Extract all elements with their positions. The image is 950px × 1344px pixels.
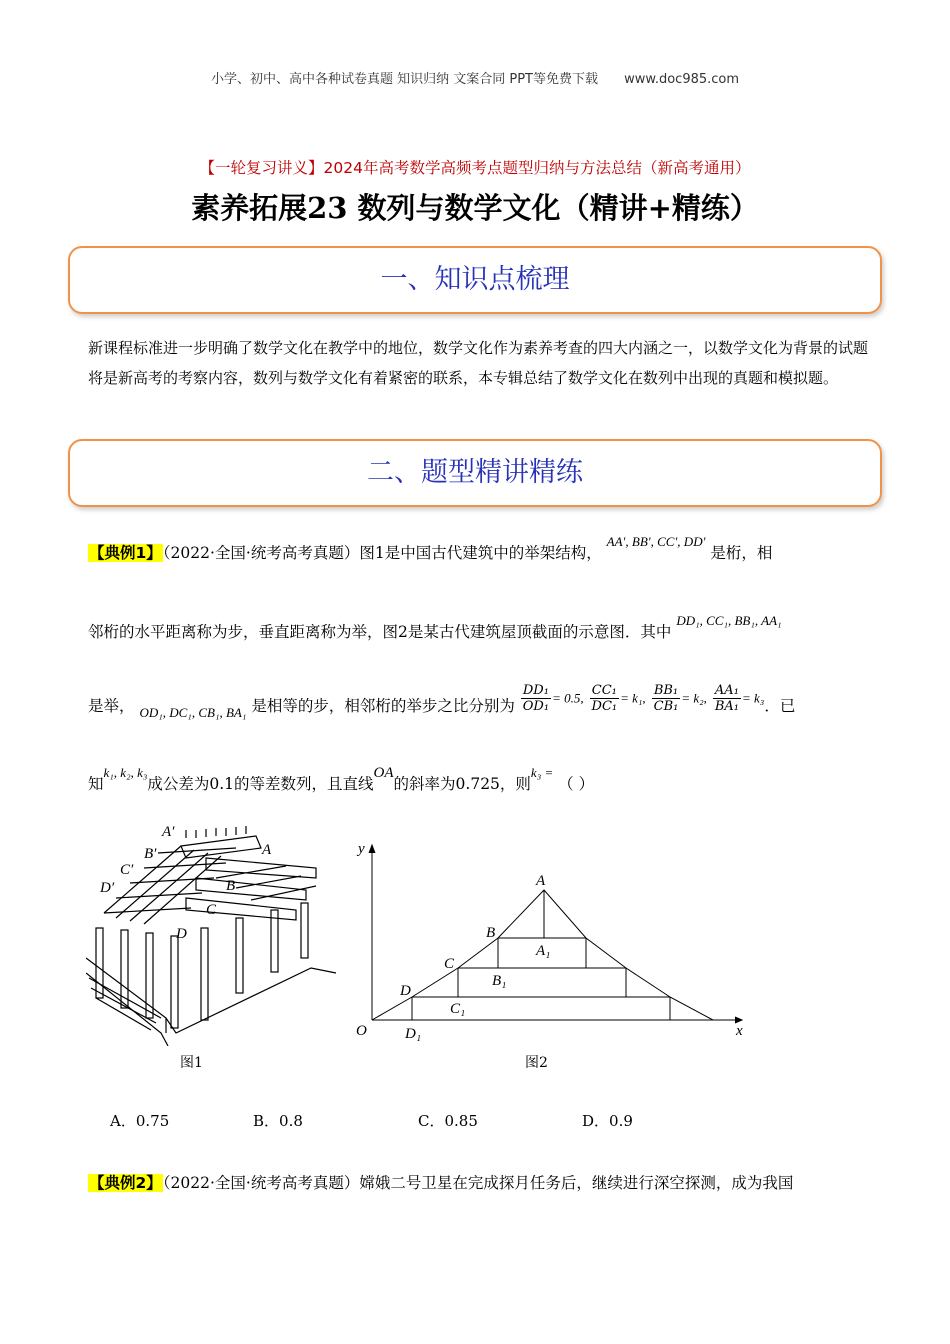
example1-line3 (88, 683, 878, 720)
fig2-label-d: D (400, 983, 411, 999)
fig1-label-b: B (226, 878, 236, 894)
header-text: 小学、初中、高中各种试卷真题 知识归纳 文案合同 PPT等免费下载 (210, 72, 598, 87)
example1-line1 (88, 534, 878, 563)
ratio-4: $\frac{\text{AA₁}}{\text{BA₁}}$ (714, 683, 739, 714)
example1-text3c: ．已 (764, 696, 796, 715)
fig2-label-b1: B₁ (492, 973, 507, 989)
figure-2-caption: 图2 (525, 1055, 548, 1071)
section-title-1: 一、知识点梳理 (380, 264, 570, 295)
math-line-oa: OA (373, 765, 394, 781)
math-rises: DD₁, CC₁, BB₁, AA₁ (676, 613, 782, 628)
section-box-2 (68, 439, 882, 507)
header-site[interactable]: www.doc985.com (624, 72, 740, 87)
fig2-label-a1: A₁ (536, 943, 551, 959)
option-c[interactable]: C．0.85 (418, 1112, 478, 1130)
fig1-label-d-prime: D′ (100, 880, 115, 896)
fig2-label-d1: D₁ (405, 1026, 422, 1042)
ratio-3: $\frac{\text{BB₁}}{\text{CB₁}}$ (653, 683, 679, 714)
ratio-2-value: = k₁, (620, 690, 646, 706)
math-k3: k₃ = (530, 765, 554, 780)
math-k-sequence: k₁, k₂, k₃ (103, 765, 148, 780)
example1-text3a: 是举， (88, 696, 135, 715)
example1-text4d: （ ） (558, 775, 595, 793)
example1-text1a: 图1是中国古代建筑中的举架结构， (359, 544, 602, 562)
example2-text: 嫦娥二号卫星在完成探月任务后，继续进行深空探测，成为我国 (359, 1174, 794, 1192)
fig2-label-b: B (486, 925, 496, 941)
math-beams: AA′, BB′, CC′, DD′ (606, 534, 706, 549)
example1-text1b: 是桁，相 (710, 544, 773, 562)
fig2-label-a: A (536, 873, 546, 889)
fig2-label-o: O (356, 1023, 367, 1039)
intro-paragraph: 新课程标准进一步明确了数学文化在教学中的地位，数学文化作为素养考查的四大内涵之一，以数学文化为背景的试题将是新高考的考察内容，数列与数学文化有着紧密的联系，本专辑总结了数学文化在数列中出现的真题和模拟题。 (88, 339, 869, 387)
fig2-label-x: x (736, 1023, 743, 1039)
example1-tag: 【典例1】 (89, 544, 162, 562)
ratio-4-value: = k₃ (742, 690, 765, 706)
example1-line4 (88, 765, 878, 794)
fig1-label-c-prime: C′ (120, 862, 134, 878)
fig2-label-c1: C₁ (450, 1001, 466, 1017)
example1-text4c: 的斜率为0.725，则 (393, 775, 531, 793)
fig1-label-d: D (176, 926, 187, 942)
example1-text4a: 知 (88, 775, 104, 793)
ratio-1: $\frac{\text{DD₁}}{\text{OD₁}}$ (522, 683, 550, 714)
fig1-label-a: A (262, 842, 272, 858)
example1-line2 (88, 613, 878, 642)
page-header (0, 68, 950, 87)
ratio-3-value: = k₂, (681, 690, 707, 706)
fig1-label-b-prime: B′ (144, 846, 157, 862)
ratio-1-value: = 0.5, (552, 690, 584, 706)
option-a[interactable]: A．0.75 (110, 1112, 170, 1130)
series-title: 【一轮复习讲义】2024年高考数学高频考点题型归纳与方法总结（新高考通用） (199, 159, 751, 177)
figure-2-diagram (350, 835, 760, 1045)
option-d[interactable]: D．0.9 (582, 1112, 633, 1130)
example1-text4b: 成公差为0.1的等差数列，且直线 (147, 775, 374, 793)
page-title: 素养拓展23 数列与数学文化（精讲+精练） (191, 191, 759, 225)
section-box-1 (68, 246, 882, 314)
example1-text3b: 是相等的步，相邻桁的举步之比分别为 (251, 696, 515, 715)
example1-source: （2022·全国·统考高考真题） (162, 544, 360, 562)
fig2-label-y: y (358, 841, 365, 857)
example1-text2a: 邻桁的水平距离称为步，垂直距离称为举，图2是某古代建筑屋顶截面的示意图．其中 (88, 623, 672, 641)
option-b[interactable]: B．0.8 (253, 1112, 303, 1130)
ratio-2: $\frac{\text{CC₁}}{\text{DC₁}}$ (591, 683, 618, 714)
fig1-label-c: C (206, 902, 217, 918)
fig2-label-c: C (444, 956, 455, 972)
example2-tag: 【典例2】 (89, 1174, 162, 1192)
fig1-label-a-prime: A′ (162, 824, 175, 840)
section-title-2: 二、题型精讲精练 (367, 457, 583, 488)
figure-1-caption: 图1 (180, 1055, 203, 1071)
example2-line1 (88, 1171, 878, 1193)
figure-1-architecture (86, 818, 346, 1046)
math-steps: OD₁, DC₁, CB₁, BA₁ (139, 704, 247, 720)
example2-source: （2022·全国·统考高考真题） (162, 1174, 360, 1192)
